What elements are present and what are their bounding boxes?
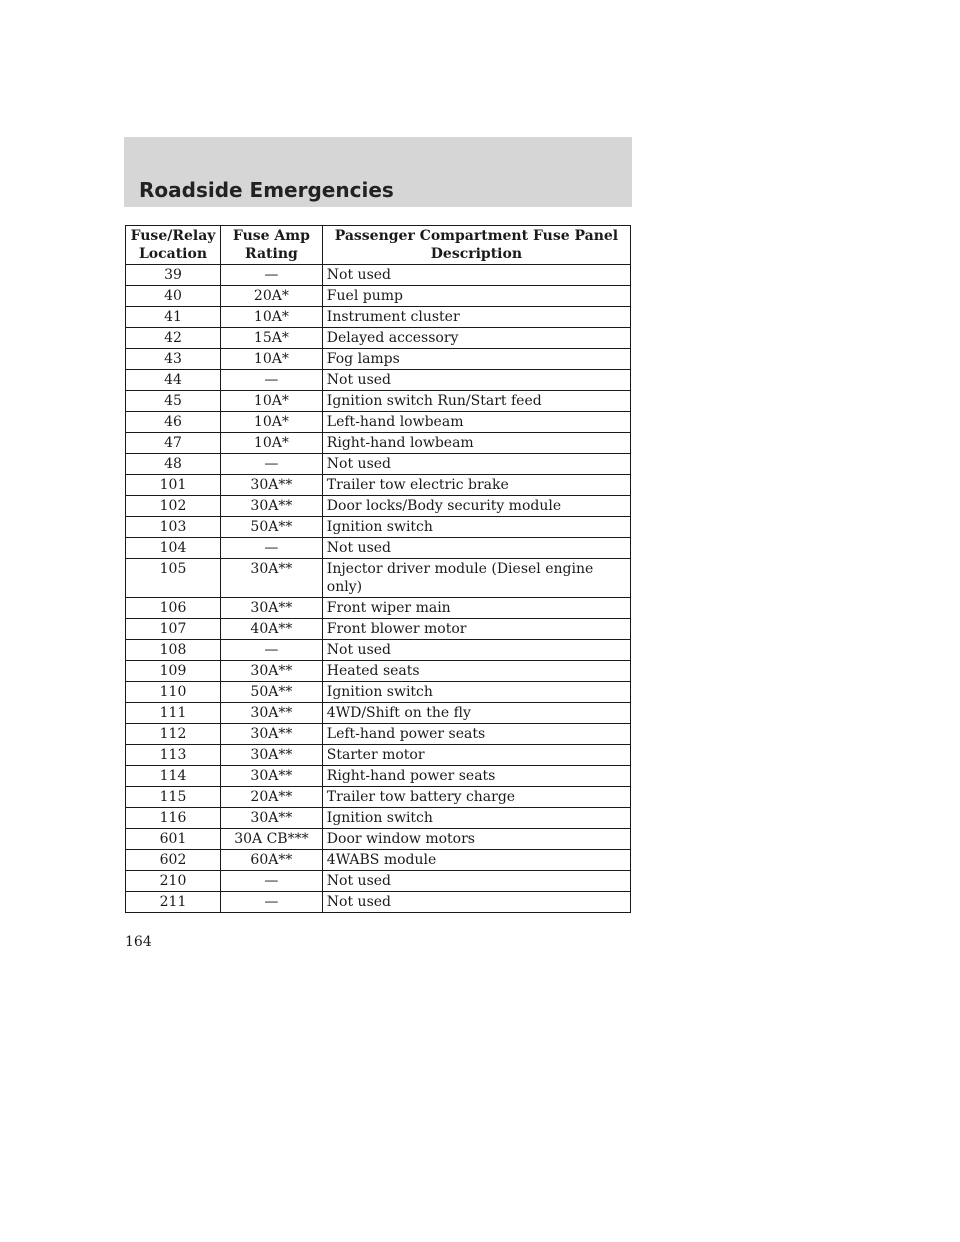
fuse-location-cell: 42 — [126, 328, 221, 349]
fuse-rating-cell: 30A** — [220, 808, 322, 829]
table-row — [126, 661, 631, 682]
fuse-rating-cell: 30A** — [220, 661, 322, 682]
fuse-location-cell: 40 — [126, 286, 221, 307]
table-row — [126, 433, 631, 454]
fuse-description-cell: Trailer tow battery charge — [322, 787, 630, 808]
table-row — [126, 496, 631, 517]
fuse-rating-cell: 30A** — [220, 598, 322, 619]
table-body — [126, 265, 631, 913]
fuse-rating-cell: 50A** — [220, 517, 322, 538]
fuse-description-cell: Not used — [322, 871, 630, 892]
fuse-location-cell: 45 — [126, 391, 221, 412]
fuse-rating-cell: 20A** — [220, 787, 322, 808]
page-number: 164 — [125, 934, 152, 950]
fuse-location-cell: 602 — [126, 850, 221, 871]
fuse-rating-cell: — — [220, 640, 322, 661]
fuse-location-cell: 39 — [126, 265, 221, 286]
fuse-description-cell: Ignition switch Run/Start feed — [322, 391, 630, 412]
fuse-rating-cell: 40A** — [220, 619, 322, 640]
fuse-description-cell: Injector driver module (Diesel engine only) — [322, 559, 630, 598]
fuse-location-cell: 48 — [126, 454, 221, 475]
table-row — [126, 517, 631, 538]
table-row — [126, 307, 631, 328]
section-title: Roadside Emergencies — [139, 178, 394, 202]
table-row — [126, 850, 631, 871]
fuse-description-cell: Instrument cluster — [322, 307, 630, 328]
fuse-description-cell: Front blower motor — [322, 619, 630, 640]
fuse-rating-cell: — — [220, 370, 322, 391]
table-row — [126, 349, 631, 370]
fuse-description-cell: Not used — [322, 454, 630, 475]
fuse-description-cell: Not used — [322, 538, 630, 559]
fuse-location-cell: 102 — [126, 496, 221, 517]
table-row — [126, 703, 631, 724]
fuse-rating-cell: 30A** — [220, 475, 322, 496]
fuse-location-cell: 41 — [126, 307, 221, 328]
table-row — [126, 370, 631, 391]
fuse-rating-cell: 50A** — [220, 682, 322, 703]
fuse-rating-cell: 30A** — [220, 724, 322, 745]
fuse-location-cell: 47 — [126, 433, 221, 454]
fuse-description-cell: Not used — [322, 265, 630, 286]
fuse-rating-cell: 30A** — [220, 559, 322, 598]
fuse-rating-cell: 20A* — [220, 286, 322, 307]
table-row — [126, 640, 631, 661]
fuse-location-cell: 210 — [126, 871, 221, 892]
table-row — [126, 682, 631, 703]
fuse-description-cell: Heated seats — [322, 661, 630, 682]
fuse-location-cell: 114 — [126, 766, 221, 787]
fuse-table — [125, 225, 631, 913]
fuse-location-cell: 44 — [126, 370, 221, 391]
fuse-description-cell: Ignition switch — [322, 517, 630, 538]
fuse-rating-cell: 10A* — [220, 391, 322, 412]
fuse-location-cell: 104 — [126, 538, 221, 559]
fuse-description-cell: Ignition switch — [322, 808, 630, 829]
table-row — [126, 598, 631, 619]
fuse-rating-cell: 30A** — [220, 766, 322, 787]
fuse-rating-cell: 30A CB*** — [220, 829, 322, 850]
fuse-description-cell: Starter motor — [322, 745, 630, 766]
fuse-location-cell: 115 — [126, 787, 221, 808]
fuse-description-cell: Left-hand lowbeam — [322, 412, 630, 433]
fuse-description-cell: Fuel pump — [322, 286, 630, 307]
table-header-row — [126, 226, 631, 265]
table-row — [126, 475, 631, 496]
fuse-rating-cell: — — [220, 538, 322, 559]
fuse-description-cell: Left-hand power seats — [322, 724, 630, 745]
fuse-location-cell: 112 — [126, 724, 221, 745]
fuse-rating-cell: 30A** — [220, 496, 322, 517]
table-row — [126, 787, 631, 808]
column-header-description: Passenger Compartment Fuse Panel Description — [322, 226, 630, 265]
fuse-description-cell: Front wiper main — [322, 598, 630, 619]
table-row — [126, 766, 631, 787]
table-row — [126, 412, 631, 433]
column-header-location: Fuse/Relay Location — [126, 226, 221, 265]
table-row — [126, 829, 631, 850]
fuse-description-cell: Not used — [322, 640, 630, 661]
fuse-location-cell: 109 — [126, 661, 221, 682]
fuse-rating-cell: 30A** — [220, 745, 322, 766]
table-row — [126, 265, 631, 286]
fuse-description-cell: Not used — [322, 370, 630, 391]
fuse-location-cell: 43 — [126, 349, 221, 370]
fuse-location-cell: 106 — [126, 598, 221, 619]
fuse-description-cell: 4WD/Shift on the fly — [322, 703, 630, 724]
fuse-description-cell: Door locks/Body security module — [322, 496, 630, 517]
table-row — [126, 538, 631, 559]
fuse-rating-cell: — — [220, 454, 322, 475]
fuse-rating-cell: 10A* — [220, 433, 322, 454]
fuse-rating-cell: — — [220, 871, 322, 892]
table-row — [126, 391, 631, 412]
fuse-rating-cell: 10A* — [220, 349, 322, 370]
fuse-description-cell: Trailer tow electric brake — [322, 475, 630, 496]
table-row — [126, 871, 631, 892]
table-row — [126, 892, 631, 913]
table-row — [126, 724, 631, 745]
fuse-description-cell: Delayed accessory — [322, 328, 630, 349]
fuse-description-cell: Fog lamps — [322, 349, 630, 370]
fuse-location-cell: 107 — [126, 619, 221, 640]
table-row — [126, 559, 631, 598]
fuse-description-cell: Right-hand power seats — [322, 766, 630, 787]
fuse-location-cell: 103 — [126, 517, 221, 538]
fuse-location-cell: 113 — [126, 745, 221, 766]
fuse-rating-cell: 10A* — [220, 412, 322, 433]
fuse-location-cell: 211 — [126, 892, 221, 913]
fuse-description-cell: 4WABS module — [322, 850, 630, 871]
fuse-location-cell: 101 — [126, 475, 221, 496]
fuse-description-cell: Not used — [322, 892, 630, 913]
fuse-location-cell: 110 — [126, 682, 221, 703]
fuse-location-cell: 46 — [126, 412, 221, 433]
fuse-rating-cell: 10A* — [220, 307, 322, 328]
fuse-rating-cell: 60A** — [220, 850, 322, 871]
fuse-rating-cell: 15A* — [220, 328, 322, 349]
table-row — [126, 286, 631, 307]
fuse-location-cell: 116 — [126, 808, 221, 829]
fuse-location-cell: 108 — [126, 640, 221, 661]
fuse-location-cell: 105 — [126, 559, 221, 598]
fuse-description-cell: Ignition switch — [322, 682, 630, 703]
fuse-description-cell: Door window motors — [322, 829, 630, 850]
fuse-rating-cell: — — [220, 265, 322, 286]
table-row — [126, 328, 631, 349]
column-header-rating: Fuse Amp Rating — [220, 226, 322, 265]
table-row — [126, 619, 631, 640]
table-row — [126, 808, 631, 829]
fuse-rating-cell: 30A** — [220, 703, 322, 724]
table-row — [126, 454, 631, 475]
table-row — [126, 745, 631, 766]
fuse-rating-cell: — — [220, 892, 322, 913]
fuse-location-cell: 601 — [126, 829, 221, 850]
fuse-location-cell: 111 — [126, 703, 221, 724]
fuse-description-cell: Right-hand lowbeam — [322, 433, 630, 454]
